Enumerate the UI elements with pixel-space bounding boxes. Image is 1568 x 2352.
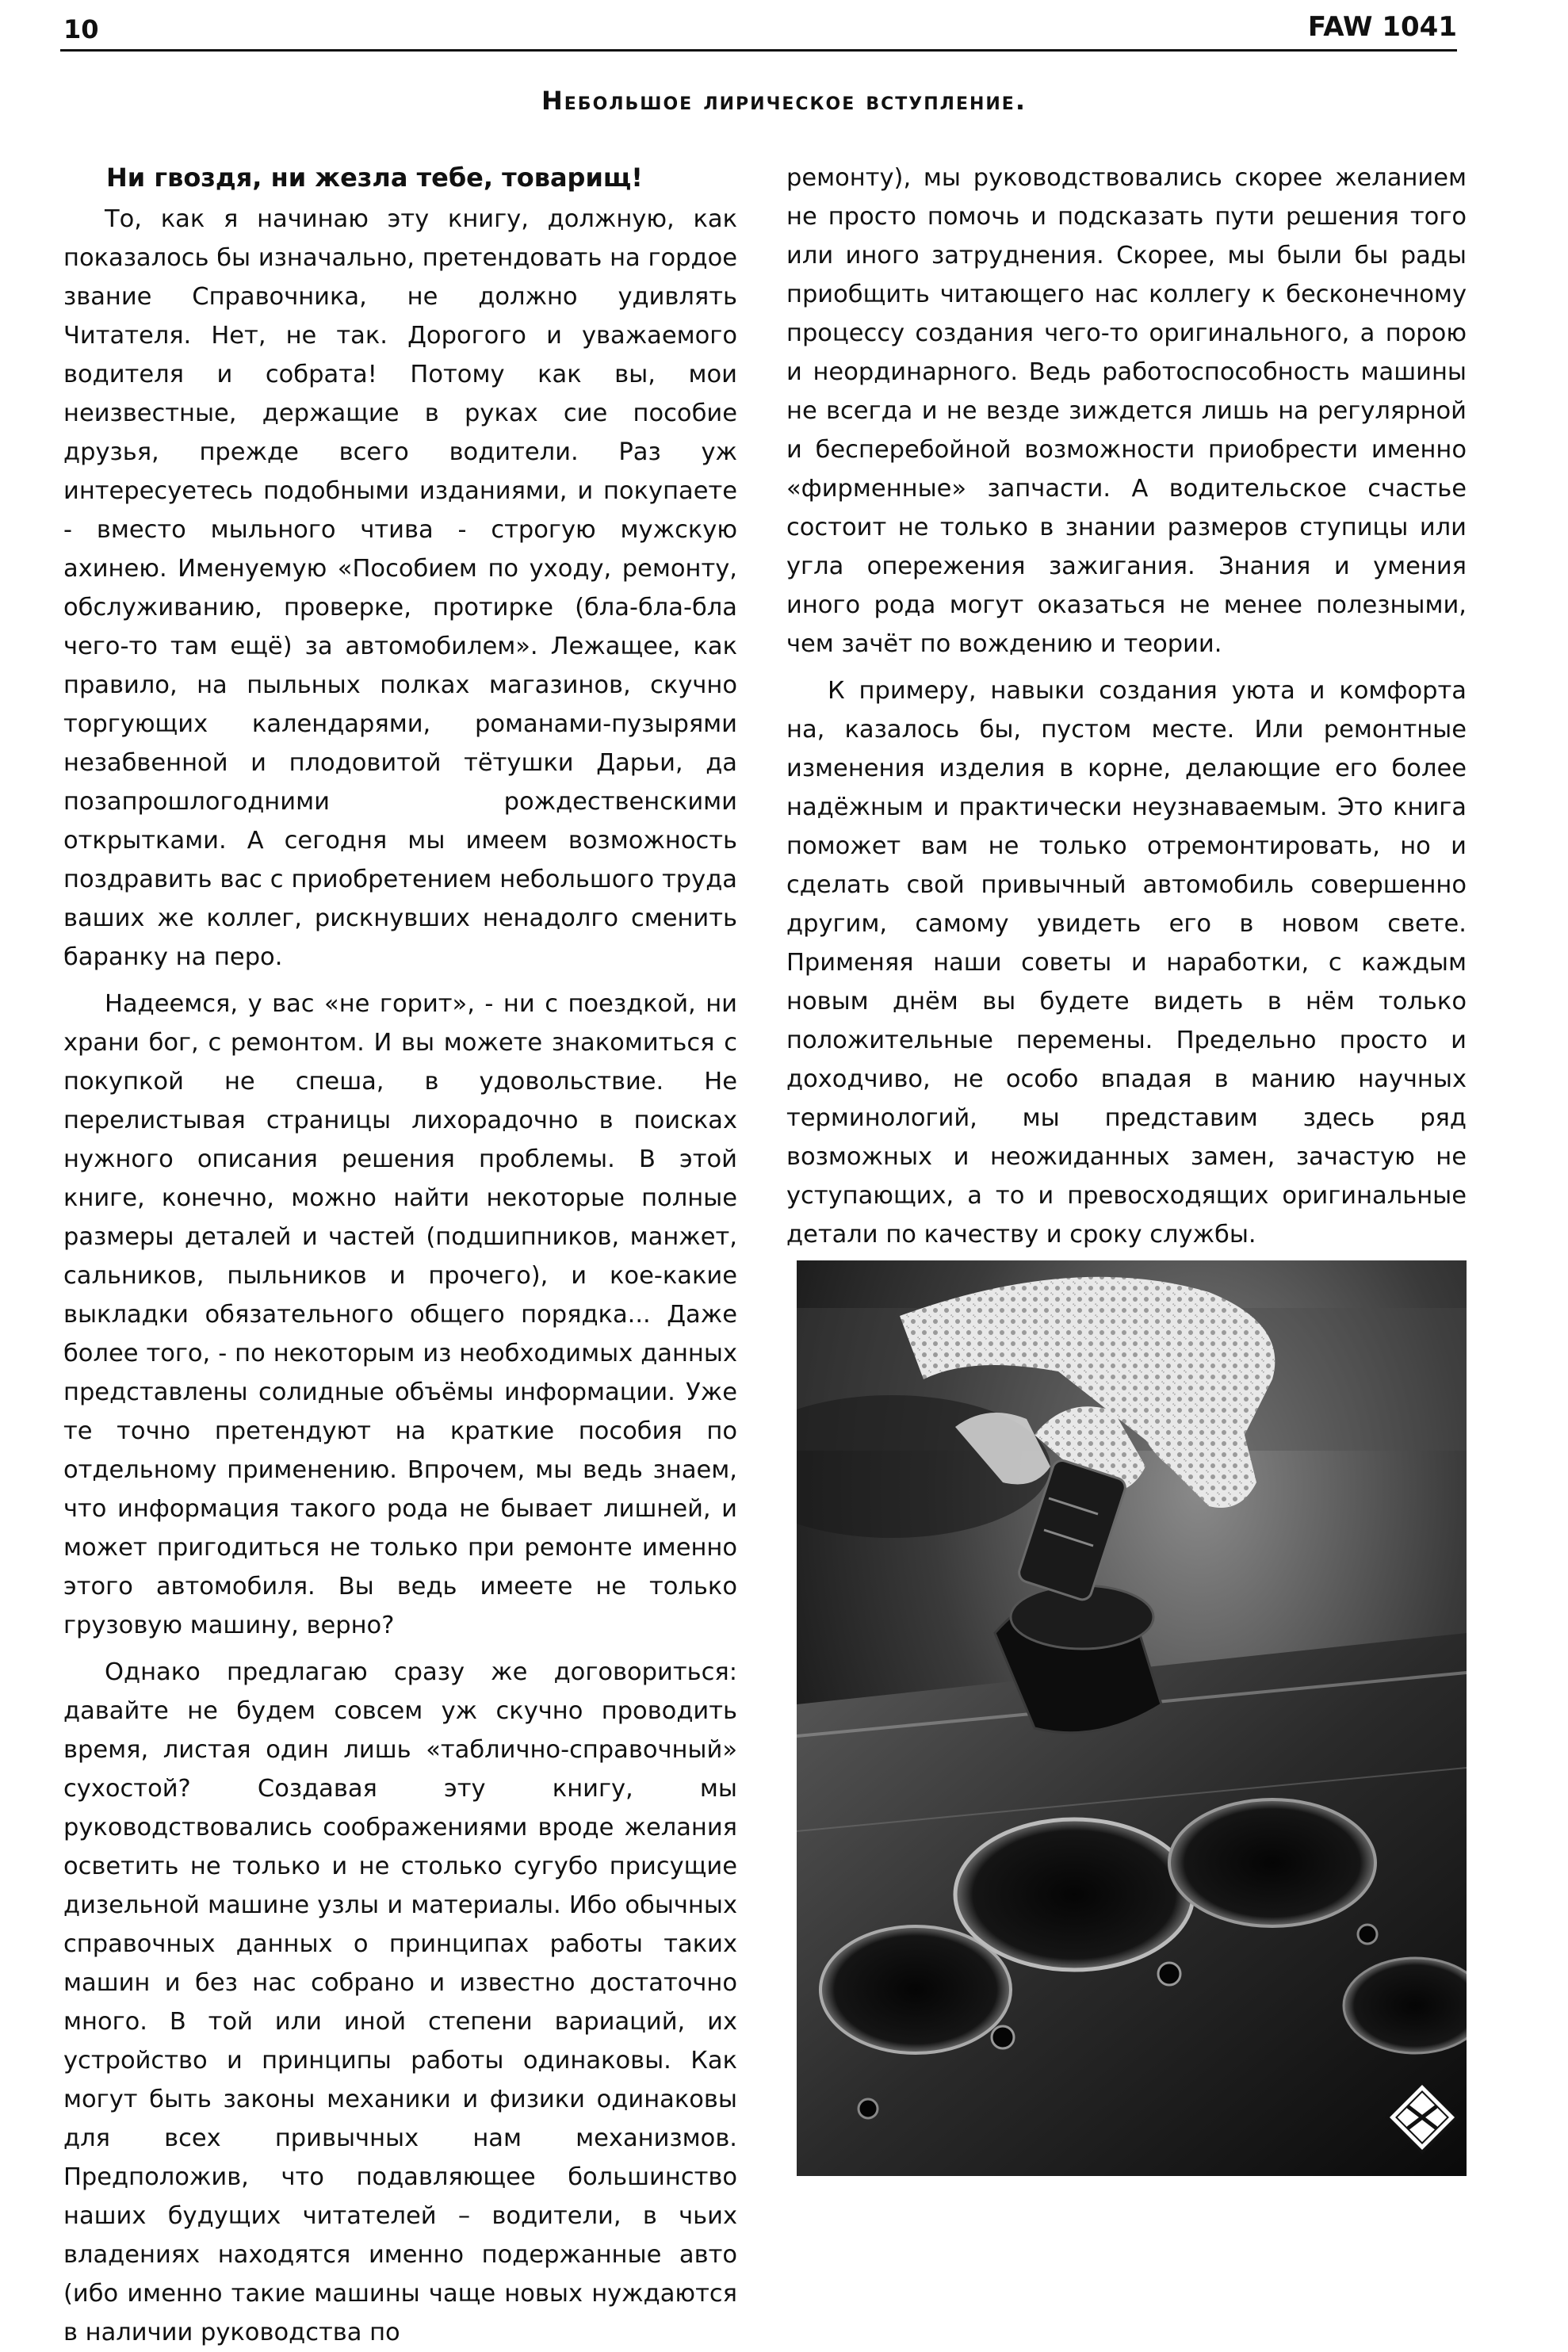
subheading: Ни гвоздя, ни жезла тебе, товарищ! xyxy=(106,163,643,193)
page-number: 10 xyxy=(63,14,99,44)
paragraph: Однако предлагаю сразу же договориться: давайте не будем совсем уж скучно проводить время, листая один лишь «таблично-справочный» сухостой? Создавая эту книгу, мы руководствовались соображениями вроде желания осветить не только и не столько сугубо присущие дизельной машине узлы и материалы. Ибо обычных справочных данных о принципах работы таких машин и без нас собрано и известно достаточно много. В той или иной степени вариаций, их устройство и принципы работы одинаковы. Как могут быть законы механики и физики одинаковы для всех привычных нам механизмов. Предположив, что подавляющее большинство наших будущих читателей – водители, в чьих владениях находятся именно подержанные авто (ибо именно такие машины чаще новых нуждаются в наличии руководства по xyxy=(63,1658,737,2346)
paragraph: К примеру, навыки создания уюта и комфорта на, казалось бы, пустом месте. Или ремонтные изменения изделия в корне, делающие его более надёжным и практически неузнаваемым. Это книга поможет вам не только отремонтировать, но и сделать свой привычный автомобиль совершенно другим, самому увидеть его в новом свете. Применяя наши советы и наработки, с каждым новым днём вы будете видеть в нём только положительные перемены. Предельно просто и доходчиво, не особо впадая в манию научных терминологий, мы представим здесь ряд возможных и неожиданных замен, зачастую не уступающих, а то и превосходящих оригинальные детали по качеству и сроку службы. xyxy=(786,677,1467,1249)
book-title: FAW 1041 xyxy=(1307,11,1457,43)
engine-repair-photo xyxy=(797,1260,1467,2176)
right-column xyxy=(786,159,1467,1254)
section-title: Небольшое лирическое вступление. xyxy=(541,86,1027,116)
paragraph: Надеемся, у вас «не горит», - ни с поездкой, ни храни бог, с ремонтом. И вы можете знакомиться с покупкой не спеша, в удовольствие. Не перелистывая страницы лихорадочно в поисках нужного описания решения проблемы. В этой книге, конечно, можно найти некоторые полные размеры деталей и частей (подшипников, манжет, сальников, пыльников и прочего), и кое-какие выкладки обязательного общего порядка... Даже более того, - по некоторым из необходимых данных представлены солидные объёмы информации. Уже те точно претендуют на краткие пособия по отдельному применению. Впрочем, мы ведь знаем, что информация такого рода не бывает лишней, и может пригодиться не только при ремонте именно этого автомобиля. Вы ведь имеете не только грузовую машину, верно? xyxy=(63,990,737,1639)
paragraph: ремонту), мы руководствовались скорее желанием не просто помочь и подсказать пути решения того или иного затруднения. Скорее, мы были бы рады приобщить читающего нас коллегу к бесконечному процессу создания чего-то оригинального, а порою и неординарного. Ведь работоспособность машины не всегда и не везде зиждется лишь на регулярной и бесперебойной возможности приобрести именно «фирменные» запчасти. А водительское счастье состоит не только в знании размеров ступицы или угла опережения зажигания. Знания и умения иного рода могут оказаться не менее полезными, чем зачёт по вождению и теории. xyxy=(786,164,1467,658)
left-column xyxy=(63,159,737,2352)
paragraph: То, как я начинаю эту книгу, должную, как показалось бы изначально, претендовать на гордое звание Справочника, не должно удивлять Читателя. Нет, не так. Дорогого и уважаемого водителя и собрата! Потому как вы, мои неизвестные, держащие в руках сие пособие друзья, прежде всего водители. Раз уж интересуетесь подобными изданиями, и покупаете - вместо мыльного чтива - строгую мужскую ахинею. Именуемую «Пособием по уходу, ремонту, обслуживанию, проверке, протирке (бла-бла-бла чего-то там ещё) за автомобилем». Лежащее, как правило, на пыльных полках магазинов, скучно торгующих календарями, романами-пузырями незабвенной и плодовитой тётушки Дарьи, да позапрошлогодними рождественскими открытками. А сегодня мы имеем возможность поздравить вас с приобретением небольшого труда ваших же коллег, рискнувших ненадолго сменить баранку на перо. xyxy=(63,205,737,971)
header-rule xyxy=(60,49,1457,52)
